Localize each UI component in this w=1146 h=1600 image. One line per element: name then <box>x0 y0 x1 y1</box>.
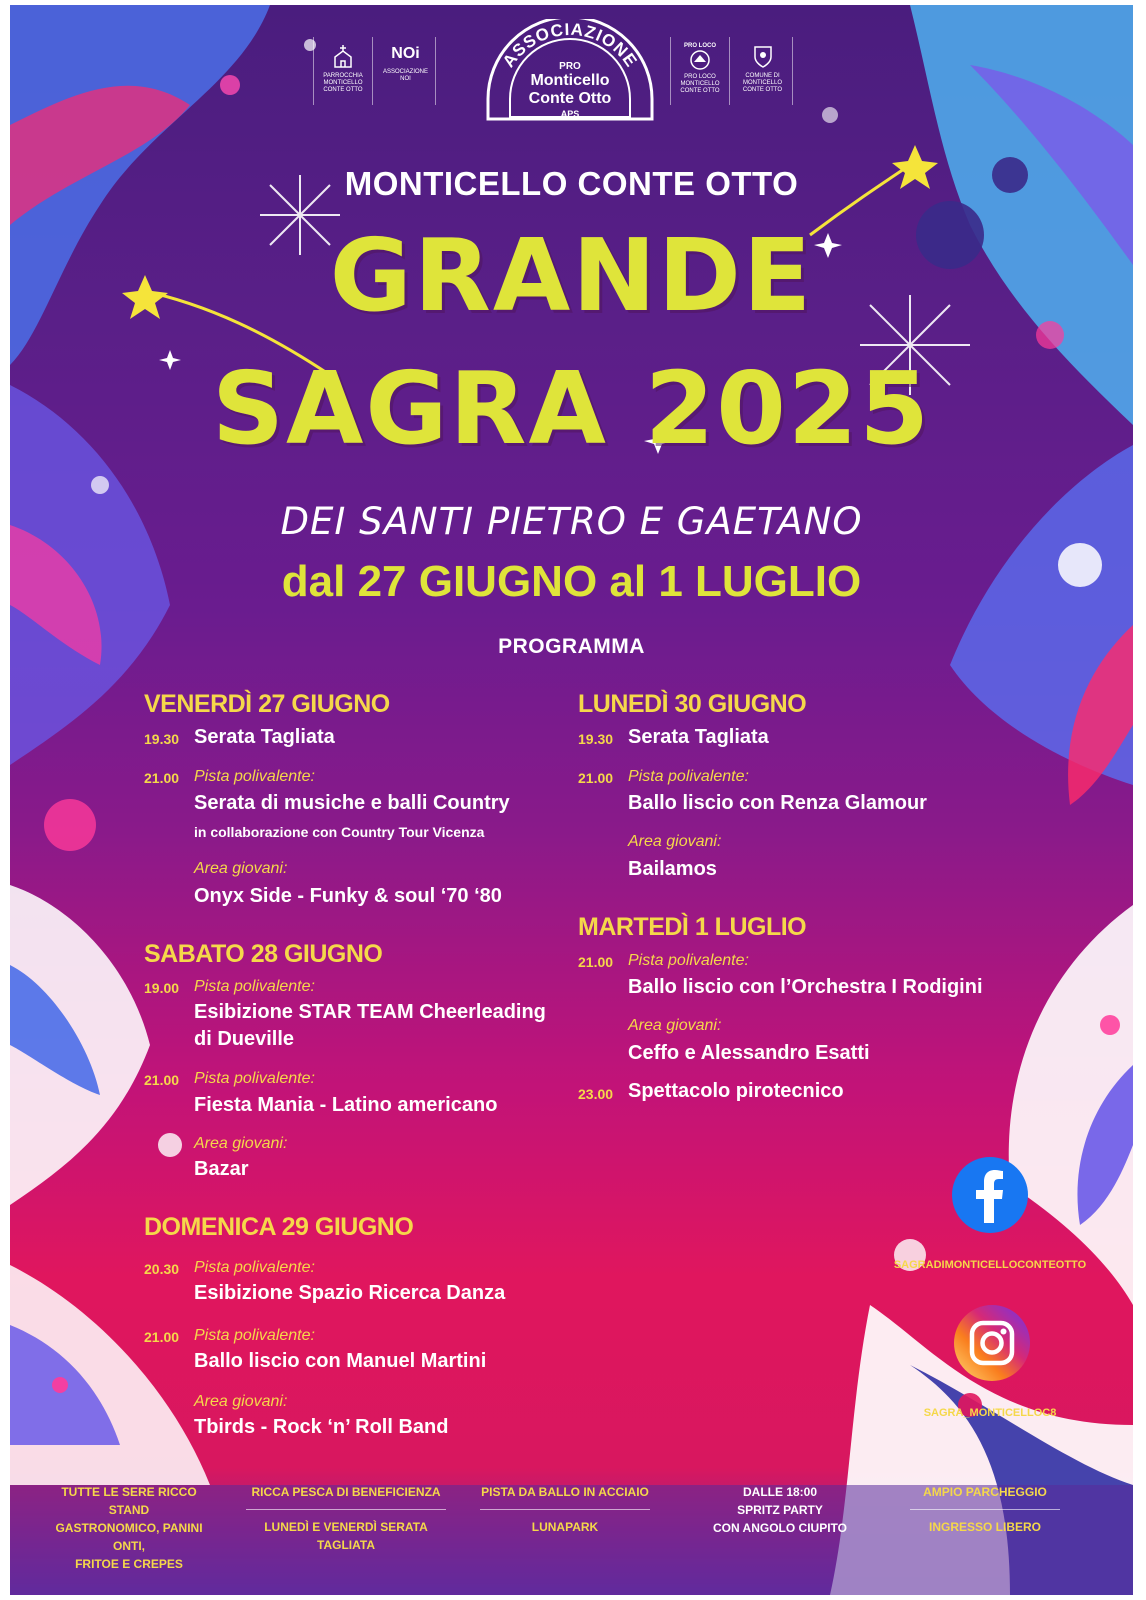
pro-monticello-logo <box>480 19 660 123</box>
footer-charity-line2: LUNEDÌ E VENERDÌ SERATA TAGLIATA <box>264 1520 428 1552</box>
sunday-venue-2: Pista polivalente: <box>194 1327 315 1344</box>
coat-of-arms-icon <box>752 43 774 69</box>
sunday-event-1: Esibizione Spazio Ricerca Danza <box>194 1282 506 1304</box>
saturday-time-2: 21.00 <box>144 1072 180 1088</box>
footer-parking-line1: AMPIO PARCHEGGIO <box>910 1483 1060 1510</box>
church-icon <box>331 43 355 69</box>
day-title-monday: LUNEDÌ 30 GIUGNO <box>578 690 807 718</box>
monday-venue-2: Pista polivalente: <box>628 768 749 785</box>
parish-logo-label: PARROCCHIA MONTICELLO CONTE OTTO <box>323 73 363 93</box>
instagram-icon[interactable] <box>952 1303 1032 1383</box>
sunday-event-3: Tbirds - Rock ‘n’ Roll Band <box>194 1416 449 1438</box>
tuesday-event-3: Spettacolo pirotecnico <box>628 1080 844 1102</box>
facebook-handle[interactable]: SAGRADIMONTICELLOCONTEOTTO <box>893 1259 1087 1271</box>
footer-parking <box>910 1483 1060 1536</box>
program-heading: PROGRAMMA <box>498 635 645 658</box>
logo-line2-text: Conte Otto <box>528 90 612 107</box>
monday-event-1: Serata Tagliata <box>628 726 769 748</box>
monday-time-2: 21.00 <box>578 770 614 786</box>
footer-food-line2: GASTRONOMICO, PANINI ONTI, <box>55 1521 203 1553</box>
footer-charity <box>246 1483 446 1554</box>
footer-spritz-line2: SPRITZ PARTY <box>737 1503 823 1517</box>
logo-aps-text: APS <box>560 109 580 119</box>
friday-venue-2: Pista polivalente: <box>194 768 315 785</box>
friday-time-2: 21.00 <box>144 770 180 786</box>
comune-logo <box>733 37 793 105</box>
pro-loco-logo <box>670 37 730 105</box>
footer-parking-line2: INGRESSO LIBERO <box>928 1520 1041 1534</box>
footer-food-line1: TUTTE LE SERE RICCO STAND <box>61 1485 197 1517</box>
title-line-2: SAGRA 2025 <box>211 350 932 467</box>
footer-food <box>44 1483 214 1573</box>
parish-logo <box>313 37 373 105</box>
friday-event-3: Onyx Side - Funky & soul ‘70 ‘80 <box>194 885 502 907</box>
friday-event-2: Serata di musiche e balli Country <box>194 792 510 814</box>
saturday-event-2: Fiesta Mania - Latino americano <box>194 1094 498 1116</box>
tuesday-time-3: 23.00 <box>578 1086 614 1102</box>
pro-loco-logo-label: PRO LOCO MONTICELLO CONTE OTTO <box>680 74 720 94</box>
title-line-1: GRANDE <box>329 217 814 334</box>
friday-event-2-note: in collaborazione con Country Tour Vicenza <box>194 824 485 840</box>
noi-logo-label: ASSOCIAZIONE NOI <box>382 69 428 82</box>
footer-dance <box>480 1483 650 1536</box>
day-title-tuesday: MARTEDÌ 1 LUGLIO <box>578 913 807 941</box>
noi-logo <box>376 37 436 105</box>
saturday-venue-3: Area giovani: <box>194 1135 288 1152</box>
footer-dance-line2: LUNAPARK <box>531 1520 599 1534</box>
monday-time-1: 19.30 <box>578 731 614 747</box>
saturday-event-1-cont: di Dueville <box>194 1028 295 1050</box>
footer-spritz-line1: DALLE 18:00 <box>742 1485 818 1499</box>
tuesday-venue-1: Pista polivalente: <box>628 952 749 969</box>
subtitle: DEI SANTI PIETRO E GAETANO <box>280 500 863 543</box>
town-name: MONTICELLO CONTE OTTO <box>344 165 799 202</box>
footer-spritz-line3: CON ANGOLO CIUPITO <box>712 1521 847 1535</box>
saturday-venue-2: Pista polivalente: <box>194 1070 315 1087</box>
footer-food-line3: FRITOE E CREPES <box>75 1557 183 1571</box>
sunday-event-2: Ballo liscio con Manuel Martini <box>194 1350 487 1372</box>
day-title-saturday: SABATO 28 GIUGNO <box>144 940 383 968</box>
poster <box>10 5 1133 1595</box>
saturday-venue-1: Pista polivalente: <box>194 978 315 995</box>
tuesday-venue-2: Area giovani: <box>628 1017 722 1034</box>
tuesday-time-1: 21.00 <box>578 954 614 970</box>
comune-logo-label: COMUNE DI MONTICELLO CONTE OTTO <box>742 73 783 93</box>
day-title-sunday: DOMENICA 29 GIUGNO <box>144 1213 414 1241</box>
friday-time-1: 19.30 <box>144 731 180 747</box>
sunday-time-1: 20.30 <box>144 1261 180 1277</box>
sunday-time-2: 21.00 <box>144 1329 180 1345</box>
tuesday-event-2: Ceffo e Alessandro Esatti <box>628 1042 870 1064</box>
monday-venue-3: Area giovani: <box>628 833 722 850</box>
logo-arc-text: ASSOCIAZIONE <box>498 19 642 71</box>
event-dates: dal 27 GIUGNO al 1 LUGLIO <box>281 557 862 606</box>
logo-pro-text: PRO <box>559 61 581 72</box>
friday-event-1: Serata Tagliata <box>194 726 335 748</box>
footer-charity-line1: RICCA PESCA DI BENEFICIENZA <box>246 1483 446 1510</box>
noi-logo-mark: NOi <box>391 45 420 62</box>
saturday-event-1: Esibizione STAR TEAM Cheerleading <box>194 1001 546 1023</box>
tuesday-event-1: Ballo liscio con l’Orchestra I Rodigini <box>628 976 983 998</box>
day-title-friday: VENERDÌ 27 GIUGNO <box>144 690 390 718</box>
saturday-time-1: 19.00 <box>144 980 180 996</box>
sunday-venue-3: Area giovani: <box>194 1393 288 1410</box>
logo-line1-text: Monticello <box>530 72 610 89</box>
pro-loco-crest-icon <box>688 50 712 70</box>
footer-spritz <box>700 1483 860 1537</box>
facebook-icon[interactable] <box>950 1155 1030 1235</box>
instagram-handle[interactable]: SAGRA_MONTICELLOC8 <box>923 1407 1057 1419</box>
pro-loco-logo-mark: PRO LOCO <box>683 43 716 49</box>
monday-event-3: Bailamos <box>628 858 717 880</box>
saturday-event-3: Bazar <box>194 1158 249 1180</box>
pro-monticello-logo-mark <box>480 19 660 123</box>
monday-event-2: Ballo liscio con Renza Glamour <box>628 792 927 814</box>
footer-dance-line1: PISTA DA BALLO IN ACCIAIO <box>480 1483 650 1510</box>
friday-venue-3: Area giovani: <box>194 860 288 877</box>
sunday-venue-1: Pista polivalente: <box>194 1259 315 1276</box>
